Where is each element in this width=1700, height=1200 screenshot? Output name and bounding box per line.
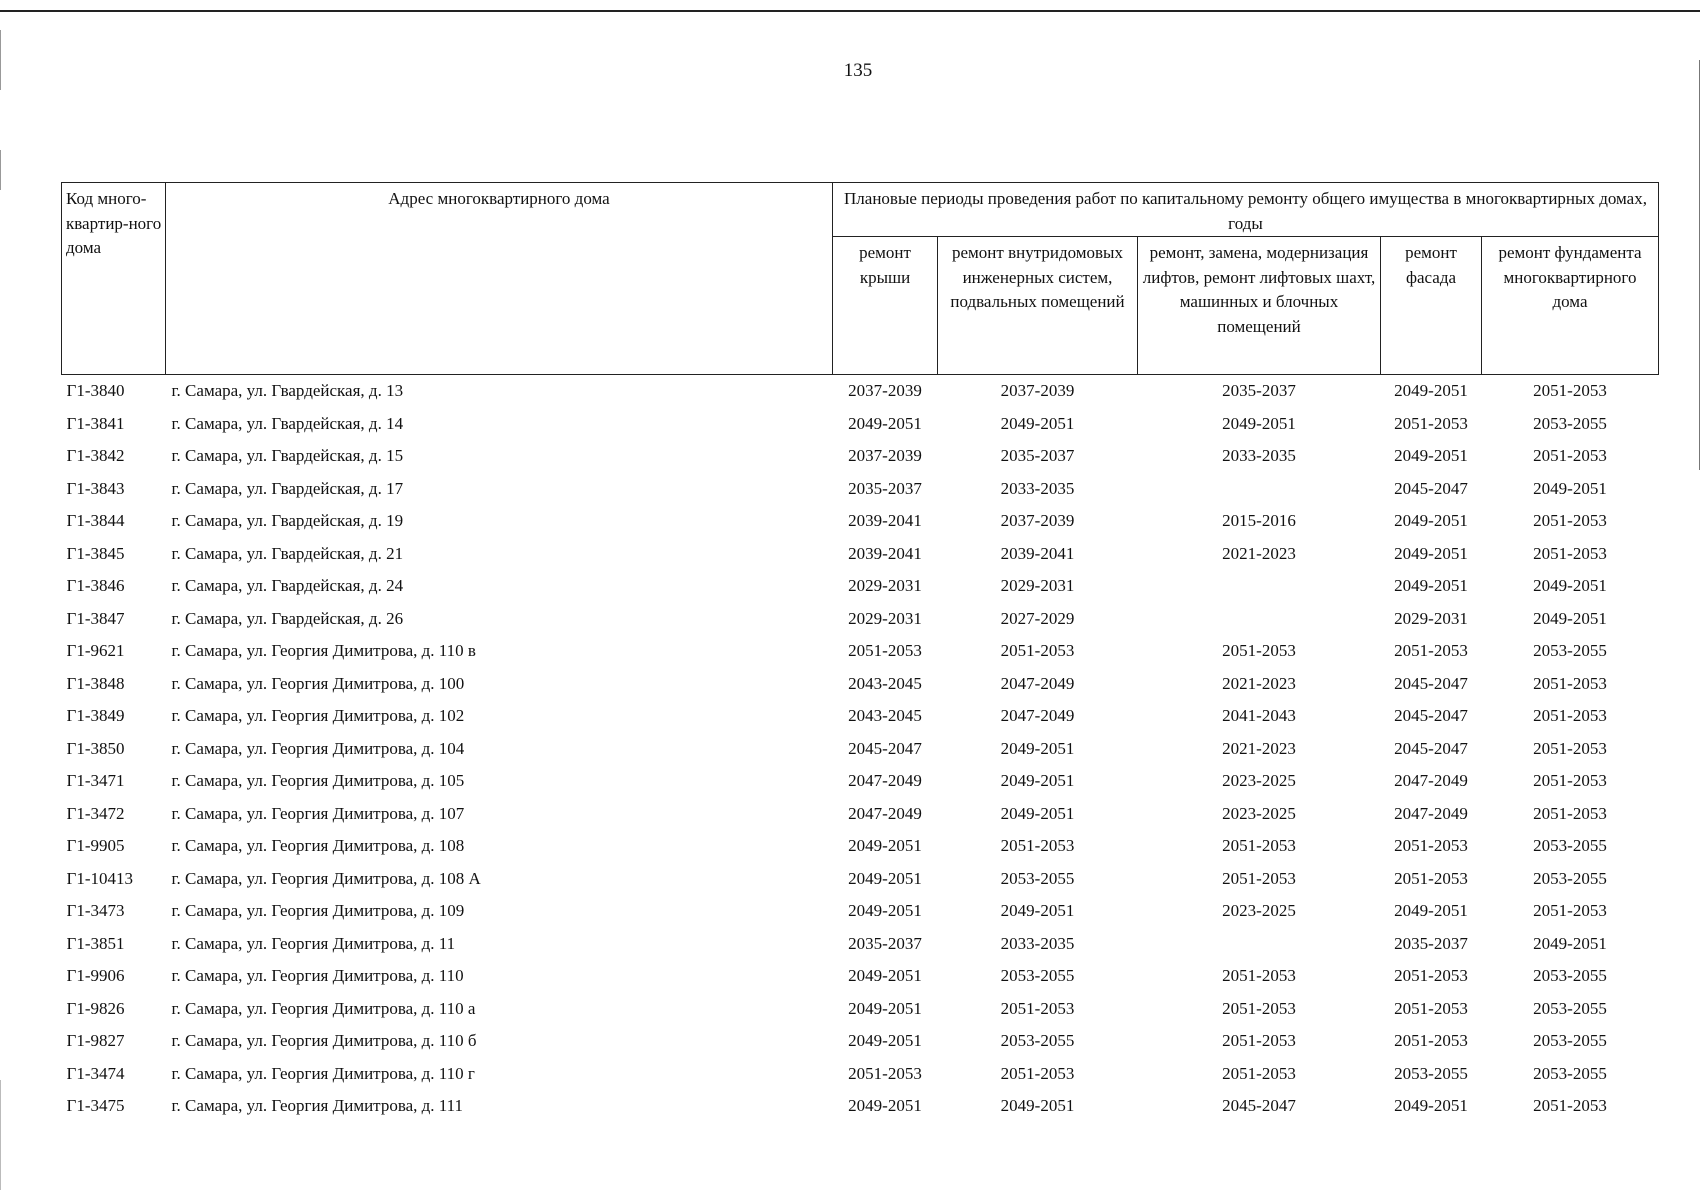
lifts-period: 2051-2053 (1222, 998, 1296, 1018)
scan-left-mark (0, 150, 1, 190)
facade-period: 2035-2037 (1394, 933, 1468, 953)
roof-period: 2039-2041 (848, 543, 922, 563)
roof-period: 2029-2031 (848, 576, 922, 595)
house-code: Г1-9826 (66, 998, 125, 1018)
roof-period: 2049-2051 (848, 868, 922, 888)
house-code: Г1-3850 (66, 738, 125, 758)
lifts-period: 2051-2053 (1222, 868, 1296, 888)
lifts-period: 2021-2023 (1222, 673, 1296, 693)
lifts-period: 2051-2053 (1222, 1031, 1296, 1050)
facade-period: 2045-2047 (1394, 478, 1468, 498)
house-code: Г1-3845 (66, 543, 125, 563)
house-code: Г1-9906 (66, 966, 125, 985)
systems-period: 2049-2051 (1000, 901, 1075, 920)
scan-left-mark (0, 30, 1, 90)
table-row (62, 538, 1659, 571)
lifts-period (1138, 603, 1381, 636)
systems-period: 2029-2031 (1000, 576, 1075, 595)
systems-period: 2047-2049 (1000, 706, 1075, 725)
house-code: Г1-3843 (66, 478, 125, 498)
facade-period: 2049-2051 (1394, 446, 1468, 465)
house-code: Г1-3840 (66, 381, 125, 400)
table-row (62, 473, 1659, 506)
foundation-period: 2051-2053 (1533, 543, 1607, 563)
lifts-period: 2021-2023 (1222, 738, 1296, 758)
foundation-period: 2051-2053 (1533, 771, 1607, 790)
facade-period: 2049-2051 (1394, 511, 1468, 530)
lifts-period (1138, 928, 1381, 961)
foundation-period: 2053-2055 (1533, 1063, 1607, 1083)
house-address: г. Самара, ул. Гвардейская, д. 24 (171, 576, 404, 595)
house-address: г. Самара, ул. Гвардейская, д. 13 (171, 381, 404, 400)
house-code: Г1-3849 (66, 706, 125, 725)
house-address: г. Самара, ул. Гвардейская, д. 19 (171, 511, 404, 530)
header-engineering-systems: ремонт внутридомовых инженерных систем, подвальных помещений (938, 237, 1138, 375)
facade-period: 2049-2051 (1394, 576, 1468, 595)
lifts-period: 2051-2053 (1222, 966, 1296, 985)
house-address: г. Самара, ул. Георгия Димитрова, д. 110 в (171, 641, 476, 660)
facade-period: 2047-2049 (1394, 803, 1468, 823)
house-code: Г1-3473 (66, 901, 125, 920)
facade-period: 2051-2053 (1394, 413, 1468, 433)
systems-period: 2053-2055 (1000, 966, 1075, 985)
roof-period: 2051-2053 (848, 641, 922, 660)
systems-period: 2039-2041 (1000, 543, 1075, 563)
foundation-period: 2053-2055 (1533, 413, 1607, 433)
table-row (62, 798, 1659, 831)
roof-period: 2049-2051 (848, 1031, 922, 1050)
foundation-period: 2049-2051 (1533, 933, 1607, 953)
house-address: г. Самара, ул. Георгия Димитрова, д. 110 а (171, 998, 476, 1018)
facade-period: 2053-2055 (1394, 1063, 1468, 1083)
systems-period: 2051-2053 (1000, 1063, 1075, 1083)
header-planned-periods: Плановые периоды проведения работ по капитальному ремонту общего имущества в многоквартирных домах, годы (833, 183, 1659, 237)
house-code: Г1-3472 (66, 803, 125, 823)
foundation-period: 2051-2053 (1533, 673, 1607, 693)
roof-period: 2047-2049 (848, 803, 922, 823)
foundation-period: 2051-2053 (1533, 738, 1607, 758)
table-row (62, 440, 1659, 473)
systems-period: 2051-2053 (1000, 998, 1075, 1018)
lifts-period (1138, 473, 1381, 506)
facade-period: 2051-2053 (1394, 641, 1468, 660)
header-lifts: ремонт, замена, модернизация лифтов, ремонт лифтовых шахт, машинных и блочных помещений (1138, 237, 1381, 375)
facade-period: 2051-2053 (1394, 836, 1468, 855)
header-facade: ремонт фасада (1381, 237, 1482, 375)
roof-period: 2037-2039 (848, 381, 922, 400)
lifts-period: 2033-2035 (1222, 446, 1296, 465)
table-row (62, 1025, 1659, 1058)
lifts-period: 2051-2053 (1222, 1063, 1296, 1083)
lifts-period: 2035-2037 (1222, 381, 1296, 400)
table-row (62, 830, 1659, 863)
facade-period: 2049-2051 (1394, 381, 1468, 400)
house-address: г. Самара, ул. Георгия Димитрова, д. 110 г (171, 1063, 475, 1083)
facade-period: 2051-2053 (1394, 1031, 1468, 1050)
roof-period: 2035-2037 (848, 478, 922, 498)
foundation-period: 2053-2055 (1533, 836, 1607, 855)
house-code: Г1-3475 (66, 1096, 125, 1115)
systems-period: 2047-2049 (1000, 673, 1075, 693)
table-row (62, 408, 1659, 441)
foundation-period: 2051-2053 (1533, 511, 1607, 530)
roof-period: 2035-2037 (848, 933, 922, 953)
house-address: г. Самара, ул. Гвардейская, д. 17 (171, 478, 404, 498)
house-code: Г1-10413 (66, 868, 133, 888)
systems-period: 2049-2051 (1000, 413, 1075, 433)
scan-left-mark (0, 1080, 1, 1190)
systems-period: 2035-2037 (1000, 446, 1075, 465)
table-row (62, 993, 1659, 1026)
house-code: Г1-3841 (66, 413, 125, 433)
foundation-period: 2051-2053 (1533, 706, 1607, 725)
table-row (62, 1090, 1659, 1123)
house-address: г. Самара, ул. Георгия Димитрова, д. 108 А (171, 868, 481, 888)
page-number: 135 (843, 60, 873, 81)
house-code: Г1-3847 (66, 608, 125, 628)
foundation-period: 2051-2053 (1533, 803, 1607, 823)
facade-period: 2051-2053 (1394, 868, 1468, 888)
table-row (62, 863, 1659, 896)
house-code: Г1-3851 (66, 933, 125, 953)
roof-period: 2049-2051 (848, 901, 922, 920)
table-row (62, 668, 1659, 701)
house-address: г. Самара, ул. Георгия Димитрова, д. 111 (171, 1096, 464, 1115)
repair-schedule-table (61, 182, 1659, 1123)
systems-period: 2033-2035 (1000, 933, 1075, 953)
facade-period: 2029-2031 (1394, 608, 1468, 628)
house-code: Г1-3474 (66, 1063, 125, 1083)
roof-period: 2037-2039 (848, 446, 922, 465)
house-address: г. Самара, ул. Георгия Димитрова, д. 102 (171, 706, 465, 725)
house-code: Г1-3844 (66, 511, 125, 530)
roof-period: 2049-2051 (848, 1096, 922, 1115)
roof-period: 2043-2045 (848, 706, 922, 725)
house-address: г. Самара, ул. Георгия Димитрова, д. 109 (171, 901, 465, 920)
house-address: г. Самара, ул. Гвардейская, д. 21 (171, 543, 404, 563)
roof-period: 2043-2045 (848, 673, 922, 693)
facade-period: 2047-2049 (1394, 771, 1468, 790)
systems-period: 2053-2055 (1000, 1031, 1075, 1050)
table-row (62, 505, 1659, 538)
roof-period: 2049-2051 (848, 413, 922, 433)
facade-period: 2045-2047 (1394, 706, 1468, 725)
lifts-period: 2023-2025 (1222, 771, 1296, 790)
systems-period: 2051-2053 (1000, 836, 1075, 855)
house-code: Г1-9905 (66, 836, 125, 855)
lifts-period: 2023-2025 (1222, 901, 1296, 920)
systems-period: 2053-2055 (1000, 868, 1075, 888)
foundation-period: 2049-2051 (1533, 576, 1607, 595)
lifts-period: 2023-2025 (1222, 803, 1296, 823)
table-row (62, 928, 1659, 961)
house-code: Г1-3842 (66, 446, 125, 465)
systems-period: 2049-2051 (1000, 803, 1075, 823)
foundation-period: 2051-2053 (1533, 381, 1607, 400)
facade-period: 2049-2051 (1394, 901, 1468, 920)
facade-period: 2051-2053 (1394, 966, 1468, 985)
house-address: г. Самара, ул. Георгия Димитрова, д. 104 (171, 738, 465, 758)
systems-period: 2049-2051 (1000, 1096, 1075, 1115)
systems-period: 2049-2051 (1000, 738, 1075, 758)
house-address: г. Самара, ул. Георгия Димитрова, д. 107 (171, 803, 465, 823)
facade-period: 2051-2053 (1394, 998, 1468, 1018)
table-row (62, 960, 1659, 993)
foundation-period: 2051-2053 (1533, 901, 1607, 920)
systems-period: 2051-2053 (1000, 641, 1075, 660)
header-foundation: ремонт фундамента многоквартирного дома (1482, 237, 1659, 375)
lifts-period: 2049-2051 (1222, 413, 1296, 433)
house-address: г. Самара, ул. Георгия Димитрова, д. 110 (171, 966, 464, 985)
facade-period: 2045-2047 (1394, 673, 1468, 693)
table-row (62, 1058, 1659, 1091)
header-address: Адрес многоквартирного дома (166, 183, 833, 375)
facade-period: 2049-2051 (1394, 1096, 1468, 1115)
table-row (62, 895, 1659, 928)
facade-period: 2049-2051 (1394, 543, 1468, 563)
house-code: Г1-3848 (66, 673, 125, 693)
table-row (62, 733, 1659, 766)
foundation-period: 2051-2053 (1533, 1096, 1607, 1115)
table-row (62, 765, 1659, 798)
foundation-period: 2049-2051 (1533, 478, 1607, 498)
lifts-period: 2015-2016 (1222, 511, 1296, 530)
house-code: Г1-9621 (66, 641, 125, 660)
roof-period: 2029-2031 (848, 608, 922, 628)
systems-period: 2027-2029 (1000, 608, 1075, 628)
foundation-period: 2053-2055 (1533, 868, 1607, 888)
foundation-period: 2053-2055 (1533, 1031, 1607, 1050)
roof-period: 2039-2041 (848, 511, 922, 530)
house-address: г. Самара, ул. Георгия Димитрова, д. 110 б (171, 1031, 477, 1050)
table-row (62, 635, 1659, 668)
roof-period: 2049-2051 (848, 966, 922, 985)
house-address: г. Самара, ул. Георгия Димитрова, д. 108 (171, 836, 465, 855)
roof-period: 2047-2049 (848, 771, 922, 790)
house-address: г. Самара, ул. Георгия Димитрова, д. 11 (171, 933, 456, 953)
table-row (62, 603, 1659, 636)
lifts-period: 2041-2043 (1222, 706, 1296, 725)
house-address: г. Самара, ул. Гвардейская, д. 26 (171, 608, 404, 628)
table-row (62, 570, 1659, 603)
foundation-period: 2053-2055 (1533, 641, 1607, 660)
systems-period: 2037-2039 (1000, 381, 1075, 400)
systems-period: 2033-2035 (1000, 478, 1075, 498)
systems-period: 2049-2051 (1000, 771, 1075, 790)
facade-period: 2045-2047 (1394, 738, 1468, 758)
house-address: г. Самара, ул. Георгия Димитрова, д. 100 (171, 673, 465, 693)
foundation-period: 2051-2053 (1533, 446, 1607, 465)
scan-top-border (0, 10, 1700, 12)
systems-period: 2037-2039 (1000, 511, 1075, 530)
roof-period: 2051-2053 (848, 1063, 922, 1083)
house-address: г. Самара, ул. Георгия Димитрова, д. 105 (171, 771, 465, 790)
house-address: г. Самара, ул. Гвардейская, д. 15 (171, 446, 404, 465)
house-code: Г1-9827 (66, 1031, 125, 1050)
house-code: Г1-3846 (66, 576, 125, 595)
lifts-period: 2045-2047 (1222, 1096, 1296, 1115)
foundation-period: 2053-2055 (1533, 966, 1607, 985)
lifts-period: 2051-2053 (1222, 641, 1296, 660)
header-roof: ремонт крыши (833, 237, 938, 375)
foundation-period: 2049-2051 (1533, 608, 1607, 628)
roof-period: 2049-2051 (848, 836, 922, 855)
house-address: г. Самара, ул. Гвардейская, д. 14 (171, 413, 404, 433)
lifts-period: 2051-2053 (1222, 836, 1296, 855)
table-row (62, 700, 1659, 733)
table-row (62, 375, 1659, 408)
lifts-period (1138, 570, 1381, 603)
header-code: Код много-квартир-ного дома (62, 183, 166, 375)
lifts-period: 2021-2023 (1222, 543, 1296, 563)
roof-period: 2045-2047 (848, 738, 922, 758)
foundation-period: 2053-2055 (1533, 998, 1607, 1018)
house-code: Г1-3471 (66, 771, 125, 790)
roof-period: 2049-2051 (848, 998, 922, 1018)
